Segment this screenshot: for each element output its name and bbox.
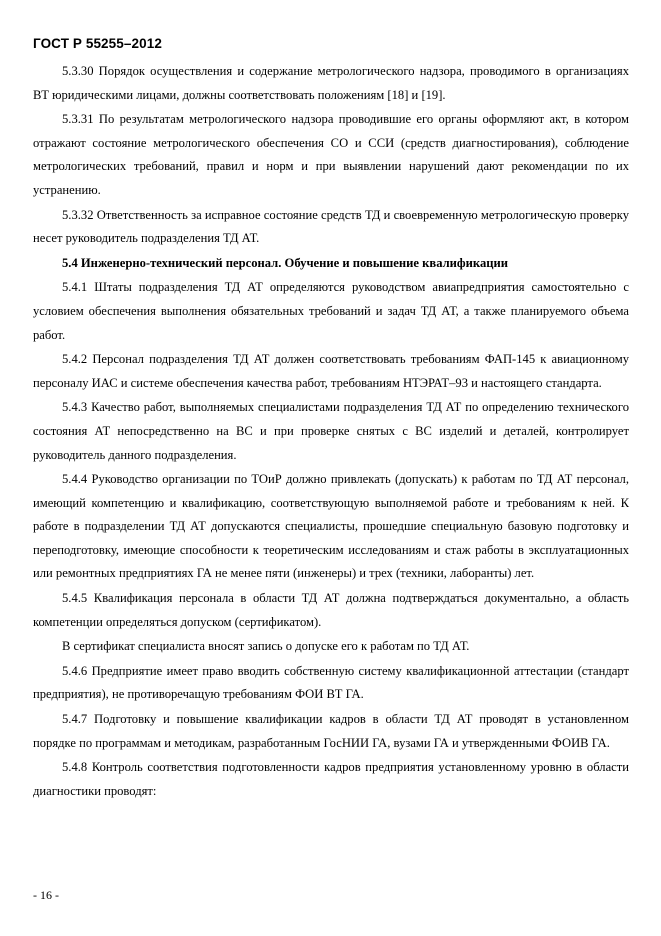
document-body [33,60,629,804]
paragraph: 5.4.8 Контроль соответствия подготовленности кадров предприятия установленному уровню в области диагностики проводят: [33,760,629,798]
paragraph: 5.4.2 Персонал подразделения ТД АТ должен соответствовать требованиям ФАП-145 к авиационному персоналу ИАС и системе обеспечения качества работ, требованиям НТЭРАТ–93 и настоящего стандарта. [33,352,629,390]
document-header: ГОСТ Р 55255–2012 [33,36,162,51]
paragraph: 5.4.6 Предприятие имеет право вводить собственную систему квалификационной аттестации (стандарт предприятия), не противоречащую требованиям ФОИ ВТ ГА. [33,663,629,702]
paragraph: 5.4.5 Квалификация персонала в области ТД АТ должна подтверждаться документально, а область компетенции определяться допуском (сертификатом). [33,591,629,629]
paragraph: 5.3.30 Порядок осуществления и содержание метрологического надзора, проводимого в организациях ВТ юридическими лицами, должны соответствовать положениям [18] и [19]. [33,64,629,102]
paragraph: 5.4.4 Руководство организации по ТОиР должно привлекать (допускать) к работам по ТД АТ персонал, имеющий компетенцию и квалификацию, соответствующую выполняемой работе и требованиям к ней. К работе в подразделении ТД АТ допускаются специалисты, прошедшие специальную базовую подготовку и переподготовку, имеющие способности к теоретическим исследованиям и стаж работы в эксплуатационных или ремонтных предприятиях ГА не менее пяти (инженеры) и трех (техники, лаборанты) лет. [33,472,629,581]
page-number: - 16 - [33,888,59,902]
paragraph: 5.4.1 Штаты подразделения ТД АТ определяются руководством авиапредприятия самостоятельно с условием обеспечения выполнения обязательных требований и задач ТД АТ, а также планируемого объема работ. [33,280,629,342]
paragraph: 5.4.7 Подготовку и повышение квалификации кадров в области ТД АТ проводят в установленном порядке по программам и методикам, разработанным ГосНИИ ГА, вузами ГА и утвержденными ФОИВ ГА. [33,712,629,750]
paragraph: 5.4.3 Качество работ, выполняемых специалистами подразделения ТД АТ по определению технического состояния АТ непосредственно на ВС и при проверке снятых с ВС изделий и деталей, контролирует руководитель данного подразделения. [33,400,629,462]
paragraph: 5.3.31 По результатам метрологического надзора проводившие его органы оформляют акт, в котором отражают состояние метрологического обеспечения СО и ССИ (средств диагностирования), соблюдение метрологических требований, правил и норм и при выявлении нарушений дают рекомендации по их устранению. [33,112,629,197]
paragraph: 5.3.32 Ответственность за исправное состояние средств ТД и своевременную метрологическую проверку несет руководитель подразделения ТД АТ. [33,207,629,246]
paragraph: В сертификат специалиста вносят запись о допуске его к работам по ТД АТ. [62,639,470,654]
section-heading: 5.4 Инженерно-технический персонал. Обучение и повышение квалификации [62,255,509,270]
